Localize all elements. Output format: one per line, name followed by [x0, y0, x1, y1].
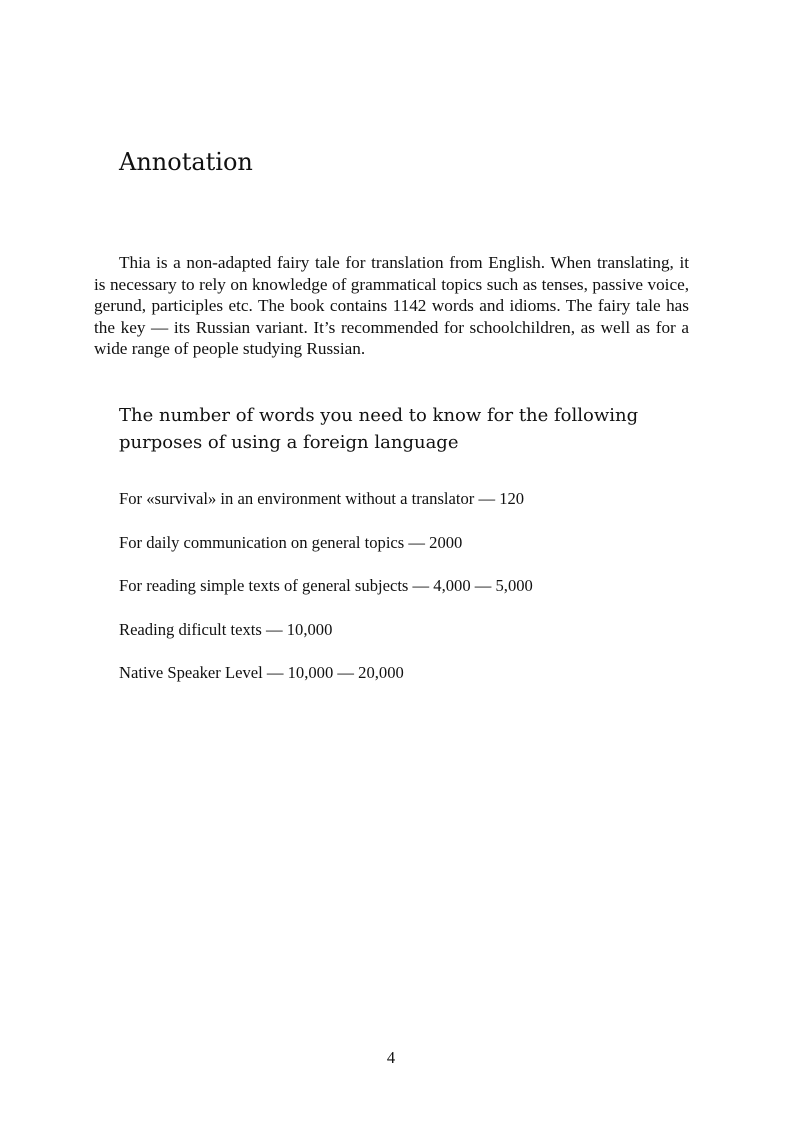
word-count-subheading: The number of words you need to know for the following purposes of using a foreign language — [119, 405, 639, 453]
annotation-paragraph: Thia is a non-adapted fairy tale for translation from English. When translating, it is necessary to rely on knowledge of grammatical topics such as tenses, passive voice, gerund, participles etc. The book contains 1142 words and idioms. The fairy tale has the key — its Russian variant. It’s recommended for schoolchildren, as well as for a wide range of people studying Russian. — [94, 253, 689, 359]
purpose-item-difficult-reading: Reading dificult texts — 10,000 — [119, 619, 333, 639]
page-number: 4 — [386, 1048, 396, 1067]
purpose-item-survival: For «survival» in an environment without a translator — 120 — [119, 489, 525, 508]
purpose-item-native-level: Native Speaker Level — 10,000 — 20,000 — [119, 663, 404, 682]
purpose-item-simple-reading: For reading simple texts of general subjects — 4,000 — 5,000 — [119, 576, 533, 595]
purpose-list — [119, 488, 533, 706]
page-title: Annotation — [119, 148, 253, 176]
purpose-item-daily-communication: For daily communication on general topics — 2000 — [119, 532, 463, 552]
